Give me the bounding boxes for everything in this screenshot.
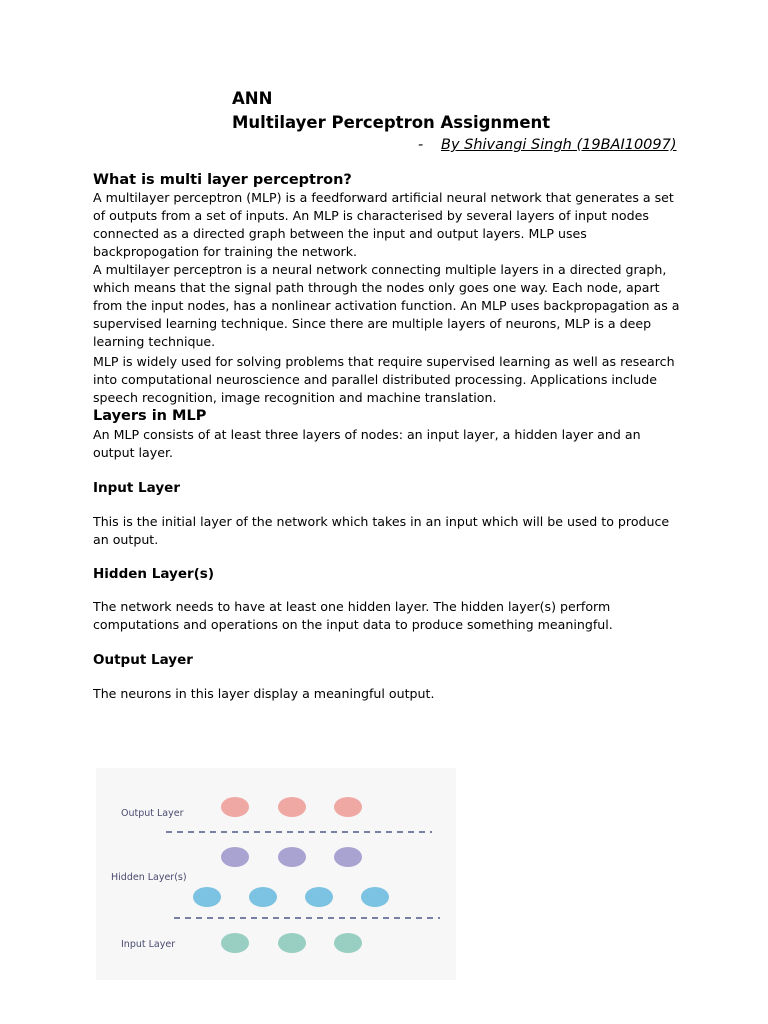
hidden-layer-top-nodes [221,847,362,867]
output-node [334,797,362,817]
heading-output-layer: Output Layer [93,652,193,668]
heading-hidden-layer: Hidden Layer(s) [93,566,215,582]
hidden-node [305,887,333,907]
diagram-label-hidden: Hidden Layer(s) [111,872,187,883]
output-layer-nodes [221,797,362,817]
heading-what-is-mlp: What is multi layer perceptron? [93,172,352,188]
diagram-label-output: Output Layer [121,808,184,819]
doc-title-assignment: Multilayer Perceptron Assignment [232,113,551,132]
input-node [334,933,362,953]
byline-dash: - [418,137,424,153]
author-name: By Shivangi Singh (19BAI10097) [441,137,677,153]
heading-layers-in-mlp: Layers in MLP [93,408,207,424]
input-node [278,933,306,953]
output-node [221,797,249,817]
diagram-label-input: Input Layer [121,939,176,950]
paragraph-mlp-description: A multilayer perceptron is a neural network connecting multiple layers in a directed graph, which means that the signal path through the nodes only goes one way. Each node, apart from the input nodes, has a nonlinear activation function. An MLP uses backpropagation as a supervised learning technique. Since there are multiple layers of neurons, MLP is a deep learning technique. [93,262,680,349]
author-byline [441,137,677,153]
output-node [278,797,306,817]
paragraph-output-layer: The neurons in this layer display a meaningful output. [93,686,435,701]
hidden-node [221,847,249,867]
input-node [221,933,249,953]
input-layer-nodes [221,933,362,953]
paragraph-mlp-definition: A multilayer perceptron (MLP) is a feedforward artificial neural network that generates a set of outputs from a set of inputs. An MLP is characterised by several layers of input nodes connected as a directed graph between the input and output layers. MLP uses backpropogation for training the network. [93,190,674,259]
hidden-node [249,887,277,907]
hidden-layer-bottom-nodes [193,887,389,907]
hidden-node [361,887,389,907]
paragraph-layers-intro: An MLP consists of at least three layers of nodes: an input layer, a hidden layer and an output layer. [93,427,641,460]
hidden-node [278,847,306,867]
mlp-layers-diagram [96,768,456,980]
heading-input-layer: Input Layer [93,480,180,496]
paragraph-hidden-layer: The network needs to have at least one hidden layer. The hidden layer(s) perform computations and operations on the input data to produce something meaningful. [93,599,613,632]
paragraph-input-layer: This is the initial layer of the network which takes in an input which will be used to produce an output. [93,514,670,547]
mlp-diagram-svg [96,768,456,980]
hidden-node [334,847,362,867]
hidden-node [193,887,221,907]
doc-title-ann: ANN [232,89,273,108]
paragraph-mlp-applications: MLP is widely used for solving problems that require supervised learning as well as research into computational neuroscience and parallel distributed processing. Applications include speech recognition, image recognition and machine translation. [93,354,675,405]
